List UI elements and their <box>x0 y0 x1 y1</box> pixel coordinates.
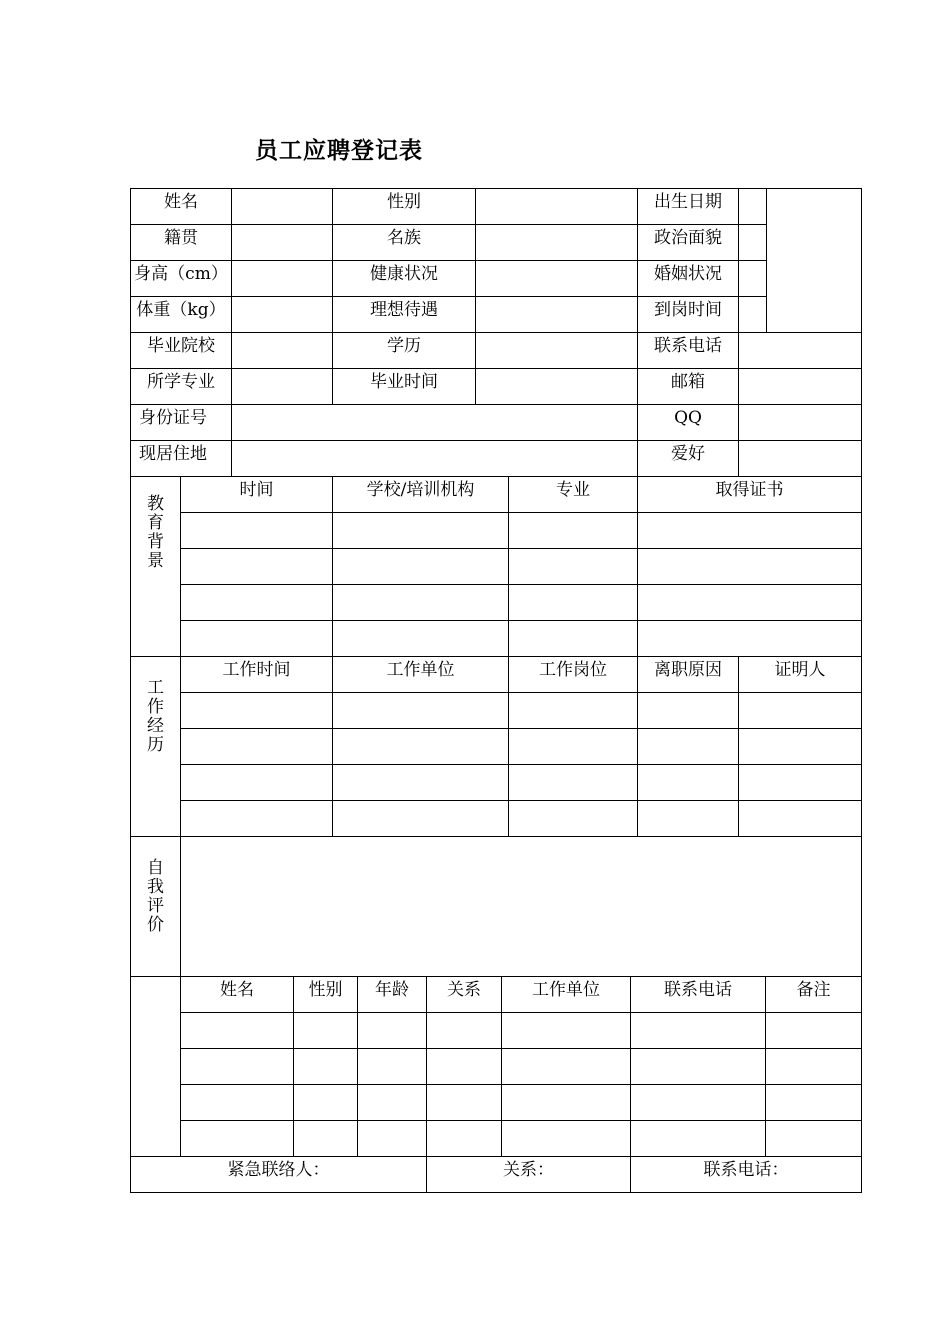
photo-box[interactable] <box>767 189 862 333</box>
education-row <box>131 513 862 549</box>
hobby-field[interactable] <box>739 441 862 477</box>
work-cell[interactable] <box>638 765 739 801</box>
work-header-position: 工作岗位 <box>509 657 638 693</box>
major-field[interactable] <box>232 369 333 405</box>
self-eval-field[interactable] <box>181 837 862 977</box>
work-header-time: 工作时间 <box>181 657 333 693</box>
family-cell[interactable] <box>427 1121 502 1157</box>
work-cell[interactable] <box>333 693 509 729</box>
family-cell[interactable] <box>358 1049 427 1085</box>
family-cell[interactable] <box>631 1121 766 1157</box>
politics-label: 政治面貌 <box>638 225 739 261</box>
family-cell[interactable] <box>766 1049 862 1085</box>
politics-field[interactable] <box>739 225 767 261</box>
native-field[interactable] <box>232 225 333 261</box>
height-label: 身高（cm） <box>131 261 232 297</box>
education-cell[interactable] <box>638 585 862 621</box>
education-header-major: 专业 <box>509 477 638 513</box>
ethnicity-label: 名族 <box>333 225 476 261</box>
work-cell[interactable] <box>509 801 638 837</box>
family-cell[interactable] <box>631 1085 766 1121</box>
work-cell[interactable] <box>638 801 739 837</box>
family-cell[interactable] <box>631 1049 766 1085</box>
email-field[interactable] <box>739 369 862 405</box>
education-cell[interactable] <box>638 621 862 657</box>
family-cell[interactable] <box>502 1049 631 1085</box>
family-row <box>131 1085 862 1121</box>
education-cell[interactable] <box>509 621 638 657</box>
emergency-relation-label[interactable]: 关系： <box>427 1157 631 1193</box>
family-header-remark: 备注 <box>766 977 862 1013</box>
family-header-age: 年龄 <box>358 977 427 1013</box>
work-cell[interactable] <box>638 693 739 729</box>
family-cell[interactable] <box>631 1013 766 1049</box>
emergency-contact-label[interactable]: 紧急联络人： <box>131 1157 427 1193</box>
work-cell[interactable] <box>181 765 333 801</box>
marital-label: 婚姻状况 <box>638 261 739 297</box>
family-row <box>131 1049 862 1085</box>
birth-label: 出生日期 <box>638 189 739 225</box>
application-form <box>130 188 861 1193</box>
work-section-label: 工作经历 <box>131 657 181 837</box>
address-field[interactable] <box>232 441 638 477</box>
family-row <box>131 1121 862 1157</box>
grad-time-label: 毕业时间 <box>333 369 476 405</box>
education-cell[interactable] <box>638 549 862 585</box>
application-form-table <box>130 188 862 977</box>
health-label: 健康状况 <box>333 261 476 297</box>
family-cell[interactable] <box>181 1121 294 1157</box>
birth-field[interactable] <box>739 189 767 225</box>
work-cell[interactable] <box>333 765 509 801</box>
family-cell[interactable] <box>294 1049 358 1085</box>
address-label: 现居住地 <box>131 441 232 477</box>
education-cell[interactable] <box>181 513 333 549</box>
family-cell[interactable] <box>502 1085 631 1121</box>
salary-label: 理想待遇 <box>333 297 476 333</box>
onboard-field[interactable] <box>739 297 767 333</box>
gender-field[interactable] <box>476 189 638 225</box>
work-header-company: 工作单位 <box>333 657 509 693</box>
education-header-certificate: 取得证书 <box>638 477 862 513</box>
family-cell[interactable] <box>358 1085 427 1121</box>
qq-field[interactable] <box>739 405 862 441</box>
height-field[interactable] <box>232 261 333 297</box>
education-header-school: 学校/培训机构 <box>333 477 509 513</box>
education-row <box>131 549 862 585</box>
work-header-reference: 证明人 <box>739 657 862 693</box>
family-cell[interactable] <box>294 1013 358 1049</box>
family-row <box>131 1013 862 1049</box>
degree-field[interactable] <box>476 333 638 369</box>
hobby-label: 爱好 <box>638 441 739 477</box>
id-label: 身份证号 <box>131 405 232 441</box>
education-header-time: 时间 <box>181 477 333 513</box>
emergency-phone-label[interactable]: 联系电话： <box>631 1157 862 1193</box>
education-cell[interactable] <box>509 585 638 621</box>
family-cell[interactable] <box>766 1121 862 1157</box>
family-cell[interactable] <box>502 1013 631 1049</box>
family-header-relation: 关系 <box>427 977 502 1013</box>
family-cell[interactable] <box>181 1049 294 1085</box>
family-cell[interactable] <box>766 1085 862 1121</box>
family-header-company: 工作单位 <box>502 977 631 1013</box>
work-row <box>131 693 862 729</box>
qq-label: QQ <box>638 405 739 441</box>
family-table <box>130 976 862 1193</box>
ethnicity-field[interactable] <box>476 225 638 261</box>
family-cell[interactable] <box>294 1121 358 1157</box>
work-cell[interactable] <box>181 693 333 729</box>
work-cell[interactable] <box>739 729 862 765</box>
family-cell[interactable] <box>181 1013 294 1049</box>
family-cell[interactable] <box>427 1013 502 1049</box>
emergency-row <box>131 1157 862 1193</box>
family-cell[interactable] <box>358 1013 427 1049</box>
name-field[interactable] <box>232 189 333 225</box>
work-row <box>131 729 862 765</box>
family-header-name: 姓名 <box>181 977 294 1013</box>
marital-field[interactable] <box>739 261 767 297</box>
education-cell[interactable] <box>509 549 638 585</box>
grad-time-field[interactable] <box>476 369 638 405</box>
work-cell[interactable] <box>333 801 509 837</box>
work-row <box>131 765 862 801</box>
family-cell[interactable] <box>427 1049 502 1085</box>
family-cell[interactable] <box>358 1121 427 1157</box>
phone-label: 联系电话 <box>638 333 739 369</box>
education-cell[interactable] <box>181 585 333 621</box>
health-field[interactable] <box>476 261 638 297</box>
work-cell[interactable] <box>181 729 333 765</box>
major-label: 所学专业 <box>131 369 232 405</box>
email-label: 邮箱 <box>638 369 739 405</box>
work-cell[interactable] <box>739 801 862 837</box>
work-cell[interactable] <box>509 729 638 765</box>
work-cell[interactable] <box>739 693 862 729</box>
school-label: 毕业院校 <box>131 333 232 369</box>
school-field[interactable] <box>232 333 333 369</box>
education-cell[interactable] <box>638 513 862 549</box>
work-cell[interactable] <box>739 765 862 801</box>
education-cell[interactable] <box>333 513 509 549</box>
work-cell[interactable] <box>638 729 739 765</box>
self-eval-section-label: 自我评价 <box>131 837 181 977</box>
work-cell[interactable] <box>181 801 333 837</box>
family-cell[interactable] <box>181 1085 294 1121</box>
page-title: 员工应聘登记表 <box>255 138 423 164</box>
family-header-gender: 性别 <box>294 977 358 1013</box>
native-label: 籍贯 <box>131 225 232 261</box>
education-cell[interactable] <box>509 513 638 549</box>
salary-field[interactable] <box>476 297 638 333</box>
family-cell[interactable] <box>502 1121 631 1157</box>
family-header-phone: 联系电话 <box>631 977 766 1013</box>
education-section-label: 教育背景 <box>131 477 181 657</box>
phone-field[interactable] <box>739 333 862 369</box>
family-cell[interactable] <box>427 1085 502 1121</box>
work-header-leave-reason: 离职原因 <box>638 657 739 693</box>
education-row <box>131 621 862 657</box>
family-cell[interactable] <box>766 1013 862 1049</box>
work-cell[interactable] <box>333 729 509 765</box>
family-section-label <box>131 977 181 1157</box>
onboard-label: 到岗时间 <box>638 297 739 333</box>
education-cell[interactable] <box>333 585 509 621</box>
education-cell[interactable] <box>333 621 509 657</box>
weight-field[interactable] <box>232 297 333 333</box>
degree-label: 学历 <box>333 333 476 369</box>
gender-label: 性别 <box>333 189 476 225</box>
family-cell[interactable] <box>294 1085 358 1121</box>
education-cell[interactable] <box>181 549 333 585</box>
education-cell[interactable] <box>333 549 509 585</box>
education-cell[interactable] <box>181 621 333 657</box>
work-cell[interactable] <box>509 693 638 729</box>
weight-label: 体重（kg） <box>131 297 232 333</box>
work-row <box>131 801 862 837</box>
id-field[interactable] <box>232 405 638 441</box>
work-cell[interactable] <box>509 765 638 801</box>
education-row <box>131 585 862 621</box>
name-label: 姓名 <box>131 189 232 225</box>
